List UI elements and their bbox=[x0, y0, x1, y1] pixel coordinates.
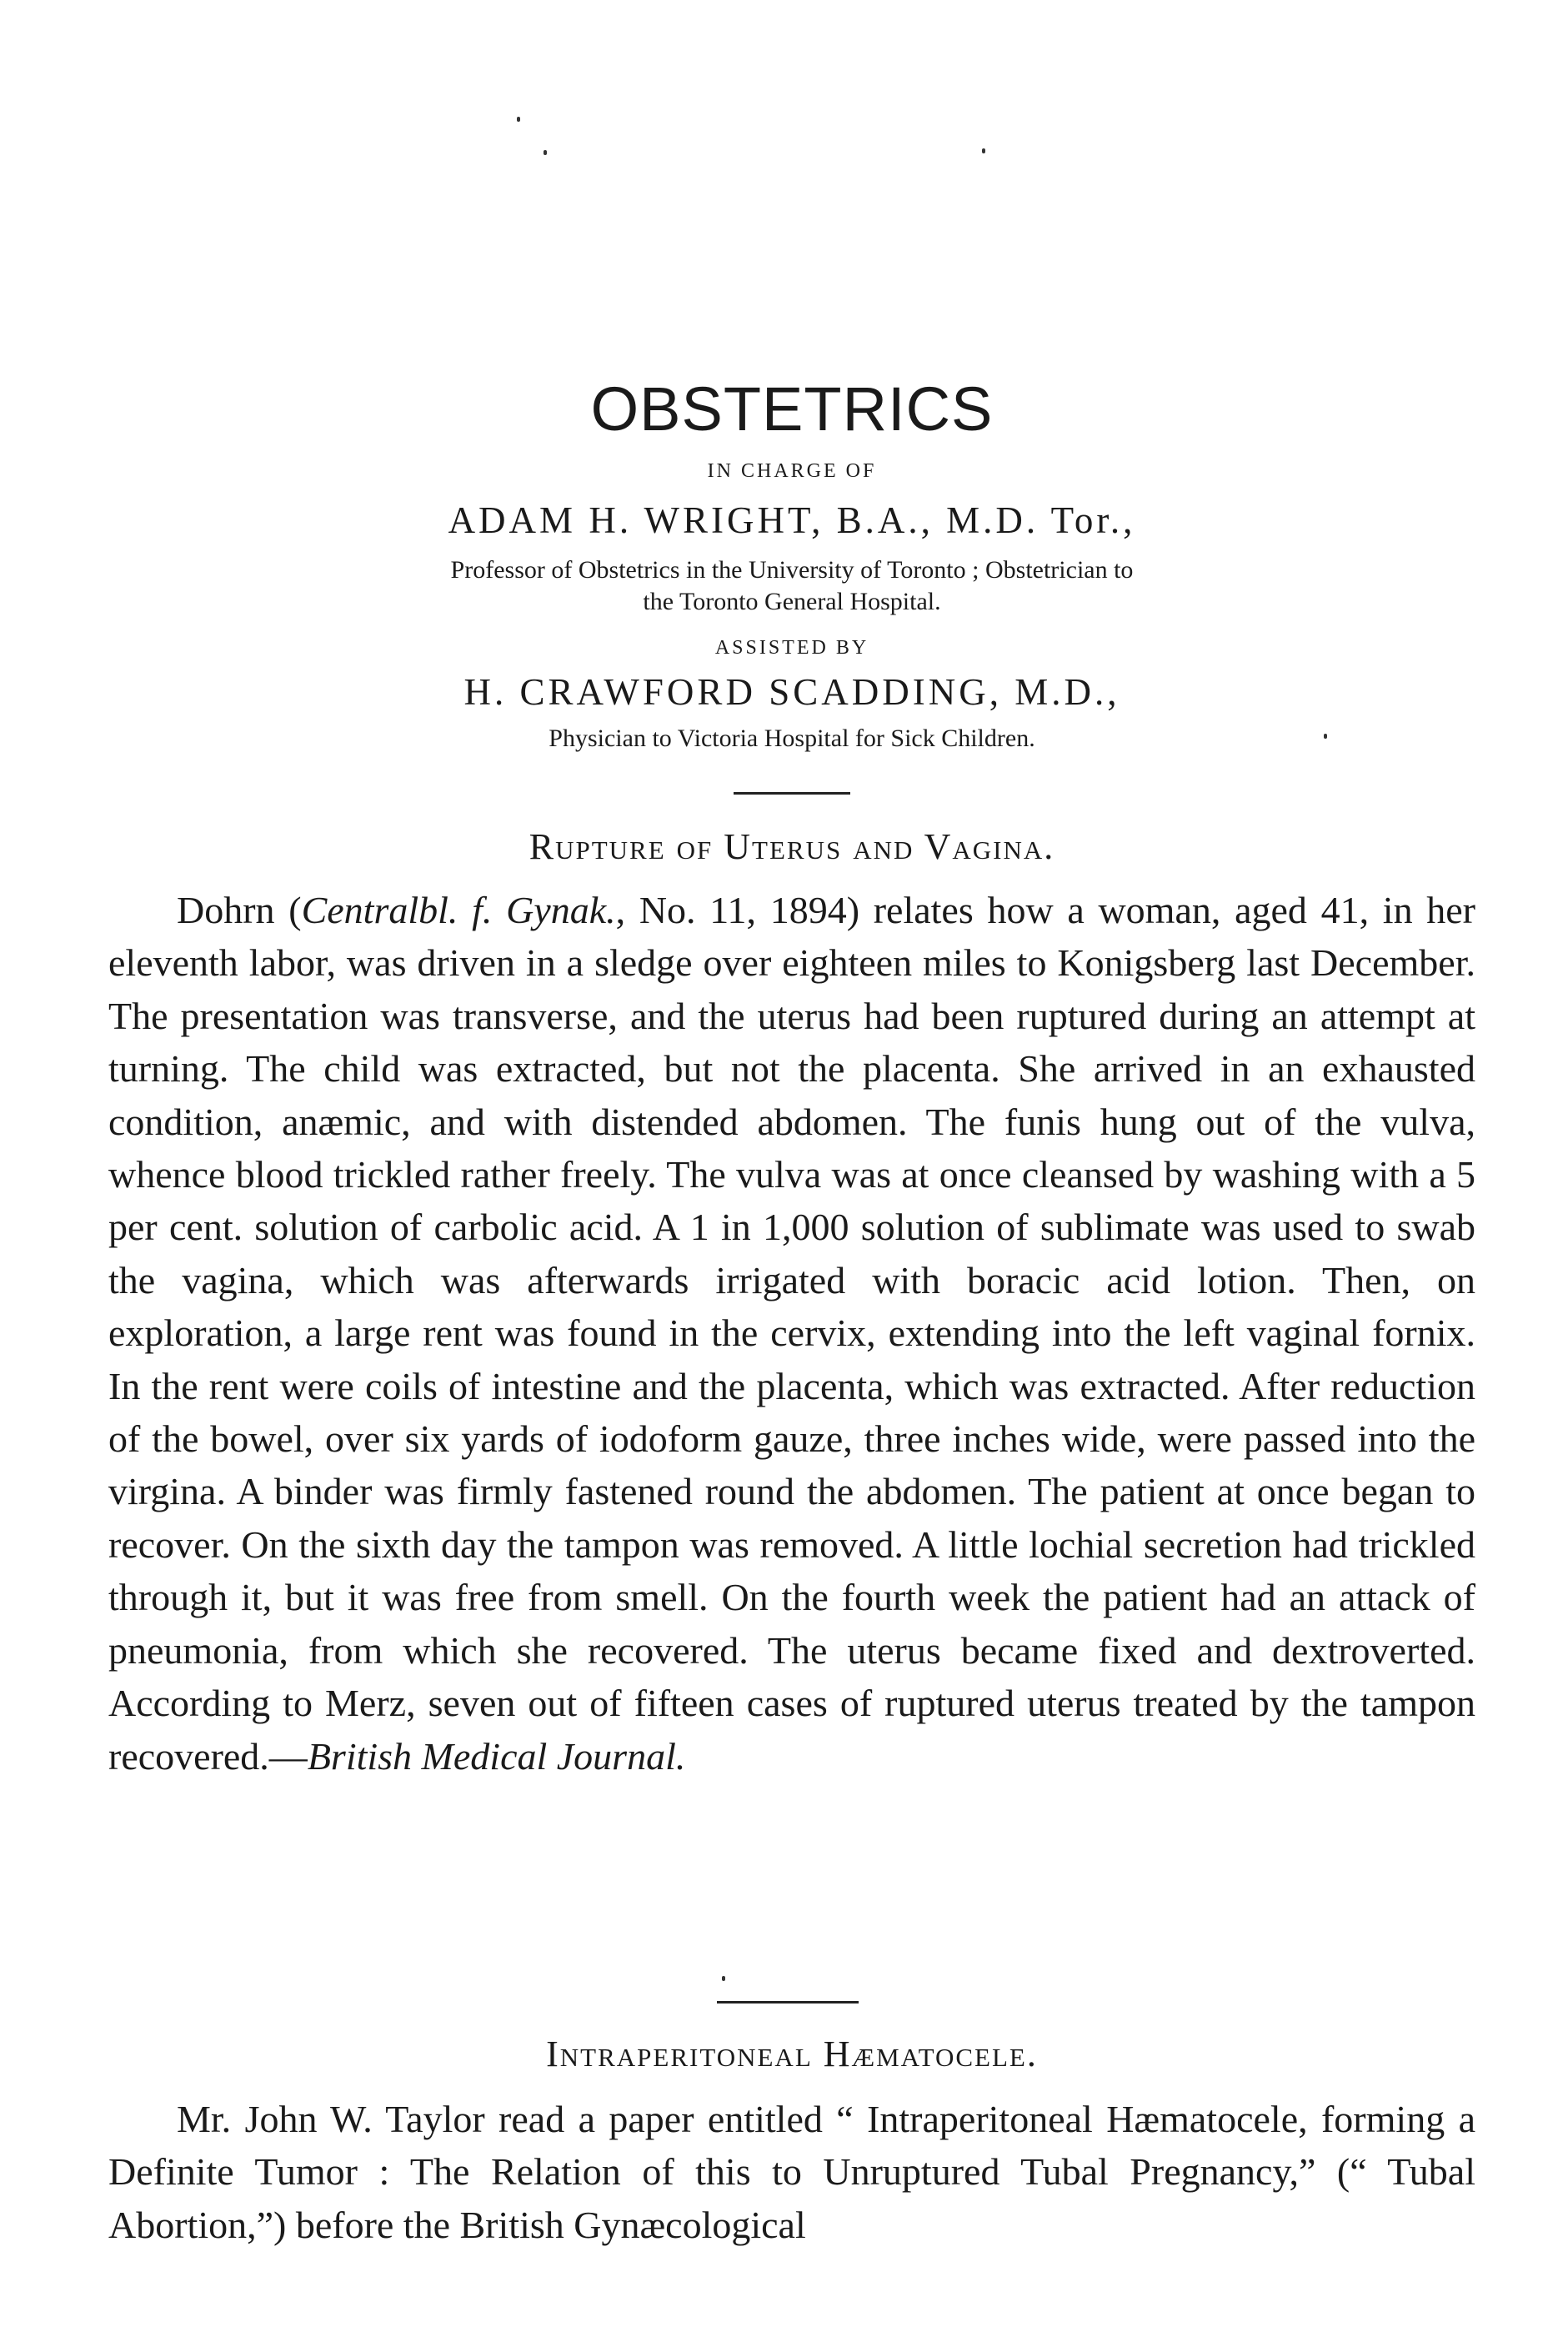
author-primary-affiliation-line-1: Professor of Obstetrics in the University of Toronto ; Obstetrician to bbox=[450, 556, 1134, 584]
divider-rule bbox=[717, 2001, 859, 2003]
journal-citation: Centralbl. f. Gynak. bbox=[301, 889, 616, 931]
document-page bbox=[108, 0, 1475, 2347]
article-paragraph-rupture bbox=[108, 884, 1475, 1783]
assisted-by-label: ASSISTED BY bbox=[714, 637, 869, 659]
paragraph-text-start: Dohrn ( bbox=[177, 889, 302, 931]
author-primary-affiliation-line-2: the Toronto General Hospital. bbox=[643, 588, 941, 615]
article-heading-rupture: Rupture of Uterus and Vagina. bbox=[529, 826, 1055, 867]
author-secondary-affiliation: Physician to Victoria Hospital for Sick Children. bbox=[549, 725, 1035, 752]
source-citation: British Medical Journal. bbox=[307, 1734, 686, 1778]
author-primary: ADAM H. WRIGHT, B.A., M.D. Tor., bbox=[448, 499, 1136, 541]
author-secondary: H. CRAWFORD SCADDING, M.D., bbox=[463, 671, 1120, 713]
section-title: OBSTETRICS bbox=[590, 374, 994, 444]
paragraph-text-body: , No. 11, 1894) relates how a woman, aged 41, in her eleventh labor, was driven in a sledge over eighteen miles to Konigsberg last December. The presentation was transverse, and the uterus had been ruptured during an attempt at turning. The child was extracted, but not the placenta. She arrived in an exhausted condition, anæmic, and with distended abdomen. The funis hung out of the vulva, whence blood trickled rather freely. The vulva was at once cleansed by washing with a 5 per cent. solution of carbolic acid. A 1 in 1,000 solution of sublimate was used to swab the vagina, which was afterwards irrigated with boracic acid lotion. Then, on exploration, a large rent was found in the cervix, extending into the left vaginal fornix. In the rent were coils of intestine and the placenta, which was extracted. After reduction of the bowel, over six yards of iodoform gauze, three inches wide, were passed into the virgina. A binder was firmly fastened round the abdomen. The patient at once began to recover. On the sixth day the tampon was removed. A little lochial secretion had trickled through it, but it was free from smell. On the fourth week the patient had an attack of pneumonia, from which she recovered. The uterus became fixed and dextroverted. According to Merz, seven out of fifteen cases of ruptured uterus treated by the tampon recovered.— bbox=[108, 889, 1476, 1778]
in-charge-label: IN CHARGE OF bbox=[707, 460, 877, 482]
article-heading-haematocele: Intraperitoneal Hæmatocele. bbox=[546, 2034, 1038, 2074]
article-paragraph-haematocele: Mr. John W. Taylor read a paper entitled “ Intraperitoneal Hæmatocele, forming a Definite Tumor : The Relation of this to Unruptured Tubal Pregnancy,” (“ Tubal Abortion,”) before the British Gynæcological bbox=[108, 2098, 1475, 2246]
divider-rule bbox=[734, 792, 850, 795]
